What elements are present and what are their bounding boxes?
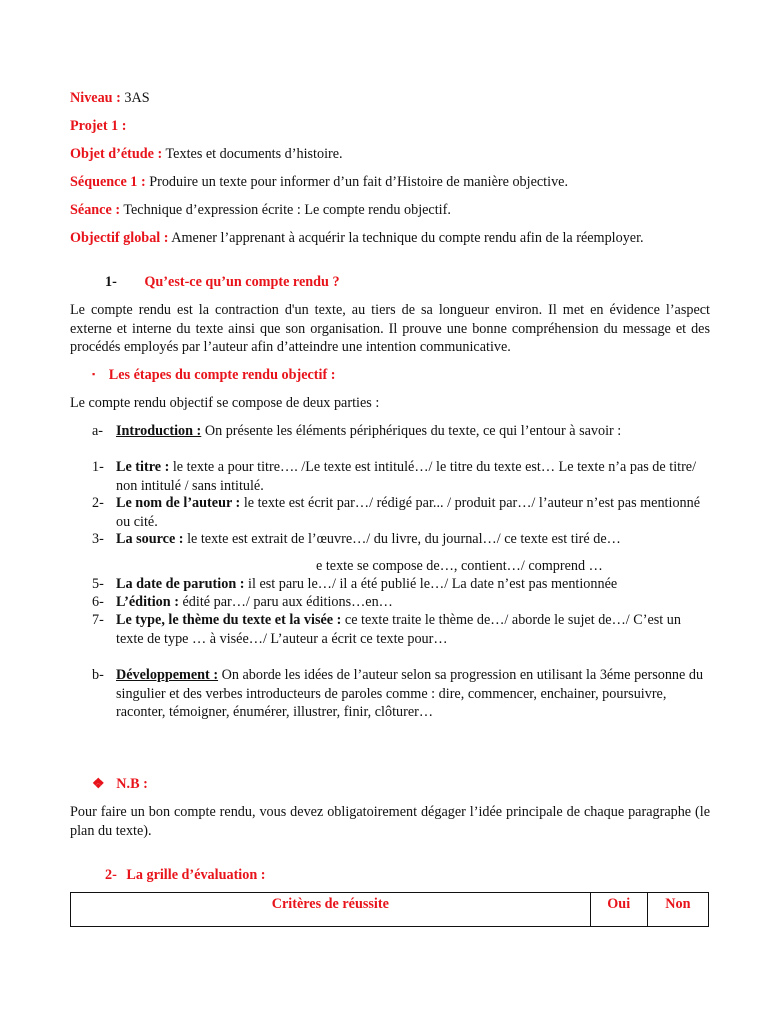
projet-line bbox=[70, 117, 126, 135]
item-4 bbox=[316, 557, 716, 576]
objet-line bbox=[70, 145, 343, 163]
etapes-intro: Le compte rendu objectif se compose de deux parties : bbox=[70, 395, 380, 411]
item-6-label: L’édition : bbox=[116, 594, 179, 610]
item-5-number: 5- bbox=[92, 576, 104, 592]
item-3-label: La source : bbox=[116, 531, 184, 547]
section1-heading bbox=[105, 273, 340, 291]
item-6 bbox=[116, 593, 712, 612]
section2-number: 2- bbox=[105, 867, 117, 883]
projet-label: Projet 1 : bbox=[70, 118, 127, 134]
niveau-label: Niveau : bbox=[70, 90, 121, 106]
nb-heading bbox=[92, 775, 148, 793]
part-b-label: Développement : bbox=[116, 667, 219, 683]
item-1-text: le texte a pour titre…. /Le texte est intitulé…/ le titre du texte est… Le texte n’a pas de titre/ non intitulé / sans intitulé. bbox=[116, 459, 697, 494]
sequence-label: Séquence 1 : bbox=[70, 174, 146, 190]
section2-heading bbox=[105, 866, 266, 884]
item-3 bbox=[116, 530, 712, 549]
item-7-label: Le type, le thème du texte et la visée : bbox=[116, 612, 342, 628]
item-2-text: le texte est écrit par…/ rédigé par... / produit par…/ l’auteur n’est pas mentionné ou cité. bbox=[116, 495, 701, 530]
part-b-marker: b- bbox=[92, 667, 104, 683]
objectif-value: Amener l’apprenant à acquérir la technique du compte rendu afin de la réemployer. bbox=[168, 230, 644, 246]
etapes-title: Les étapes du compte rendu objectif : bbox=[108, 367, 336, 383]
nb-title: N.B : bbox=[116, 776, 148, 792]
item-7 bbox=[116, 611, 712, 648]
item-3-text: le texte est extrait de l’œuvre…/ du livre, du journal…/ ce texte est tiré de… bbox=[183, 531, 621, 547]
grid-header-criteria: Critères de réussite bbox=[71, 893, 591, 927]
section1-title: Qu’est-ce qu’un compte rendu ? bbox=[144, 274, 340, 290]
objet-label: Objet d’étude : bbox=[70, 146, 163, 162]
seance-label: Séance : bbox=[70, 202, 121, 218]
item-2-label: Le nom de l’auteur : bbox=[116, 495, 241, 511]
sequence-value: Produire un texte pour informer d’un fait d’Histoire de manière objective. bbox=[145, 174, 569, 190]
grid-header-oui: Oui bbox=[590, 893, 647, 927]
part-b-text bbox=[116, 666, 712, 722]
nb-paragraph: Pour faire un bon compte rendu, vous devez obligatoirement dégager l’idée principale de chaque paragraphe (le plan du texte). bbox=[70, 804, 710, 839]
item-1-number: 1- bbox=[92, 459, 104, 475]
grid-header-non: Non bbox=[647, 893, 708, 927]
nb-bullet: ❖ bbox=[92, 776, 105, 792]
part-b-body: On aborde les idées de l’auteur selon sa progression en utilisant la 3éme personne du singulier et des verbes introducteurs de paroles comme : dire, commencer, enchainer, poursuivre, raconter, témoigner, énumérer, illustrer, finir, clôturer… bbox=[116, 667, 704, 720]
item-1 bbox=[116, 458, 712, 495]
item-5-label: La date de parution : bbox=[116, 576, 245, 592]
item-7-text: ce texte traite le thème de…/ aborde le sujet de…/ C’est un texte de type … à visée…/ L’auteur a écrit ce texte pour… bbox=[116, 612, 681, 647]
evaluation-grid-header-row bbox=[71, 893, 709, 927]
item-2 bbox=[116, 494, 712, 531]
item-4-text: e texte se compose de…, contient…/ comprend … bbox=[316, 558, 603, 574]
item-6-text: édité par…/ paru aux éditions…en… bbox=[178, 594, 393, 610]
item-7-number: 7- bbox=[92, 612, 104, 628]
niveau-line bbox=[70, 89, 150, 107]
item-2-number: 2- bbox=[92, 495, 104, 511]
item-5-text: il est paru le…/ il a été publié le…/ La date n’est pas mentionnée bbox=[244, 576, 618, 592]
part-a-body: On présente les éléments périphériques du texte, ce qui l’entour à savoir : bbox=[201, 423, 622, 439]
item-5 bbox=[116, 575, 712, 594]
seance-value: Technique d’expression écrite : Le compte rendu objectif. bbox=[120, 202, 451, 218]
section2-title: La grille d’évaluation : bbox=[126, 867, 266, 883]
section1-number: 1- bbox=[105, 274, 117, 290]
objectif-label: Objectif global : bbox=[70, 230, 169, 246]
part-a-text bbox=[116, 422, 712, 441]
evaluation-grid bbox=[70, 892, 709, 927]
objet-value: Textes et documents d’histoire. bbox=[162, 146, 343, 162]
section1-paragraph: Le compte rendu est la contraction d'un texte, au tiers de sa longueur environ. Il met en évidence l’aspect externe et interne du texte ainsi que son organisation. Il prouve une bonne compréhension du message et des procédés employés par l’auteur afin d’atteindre une intention communicative. bbox=[70, 302, 710, 355]
item-3-number: 3- bbox=[92, 531, 104, 547]
etapes-bullet: ▪ bbox=[92, 369, 96, 379]
sequence-line bbox=[70, 173, 568, 191]
niveau-value: 3AS bbox=[120, 90, 150, 106]
seance-line bbox=[70, 201, 451, 219]
part-a-marker: a- bbox=[92, 423, 104, 439]
item-1-label: Le titre : bbox=[116, 459, 170, 475]
objectif-line bbox=[70, 229, 644, 247]
etapes-heading bbox=[92, 365, 335, 384]
item-6-number: 6- bbox=[92, 594, 104, 610]
part-a-label: Introduction : bbox=[116, 423, 202, 439]
